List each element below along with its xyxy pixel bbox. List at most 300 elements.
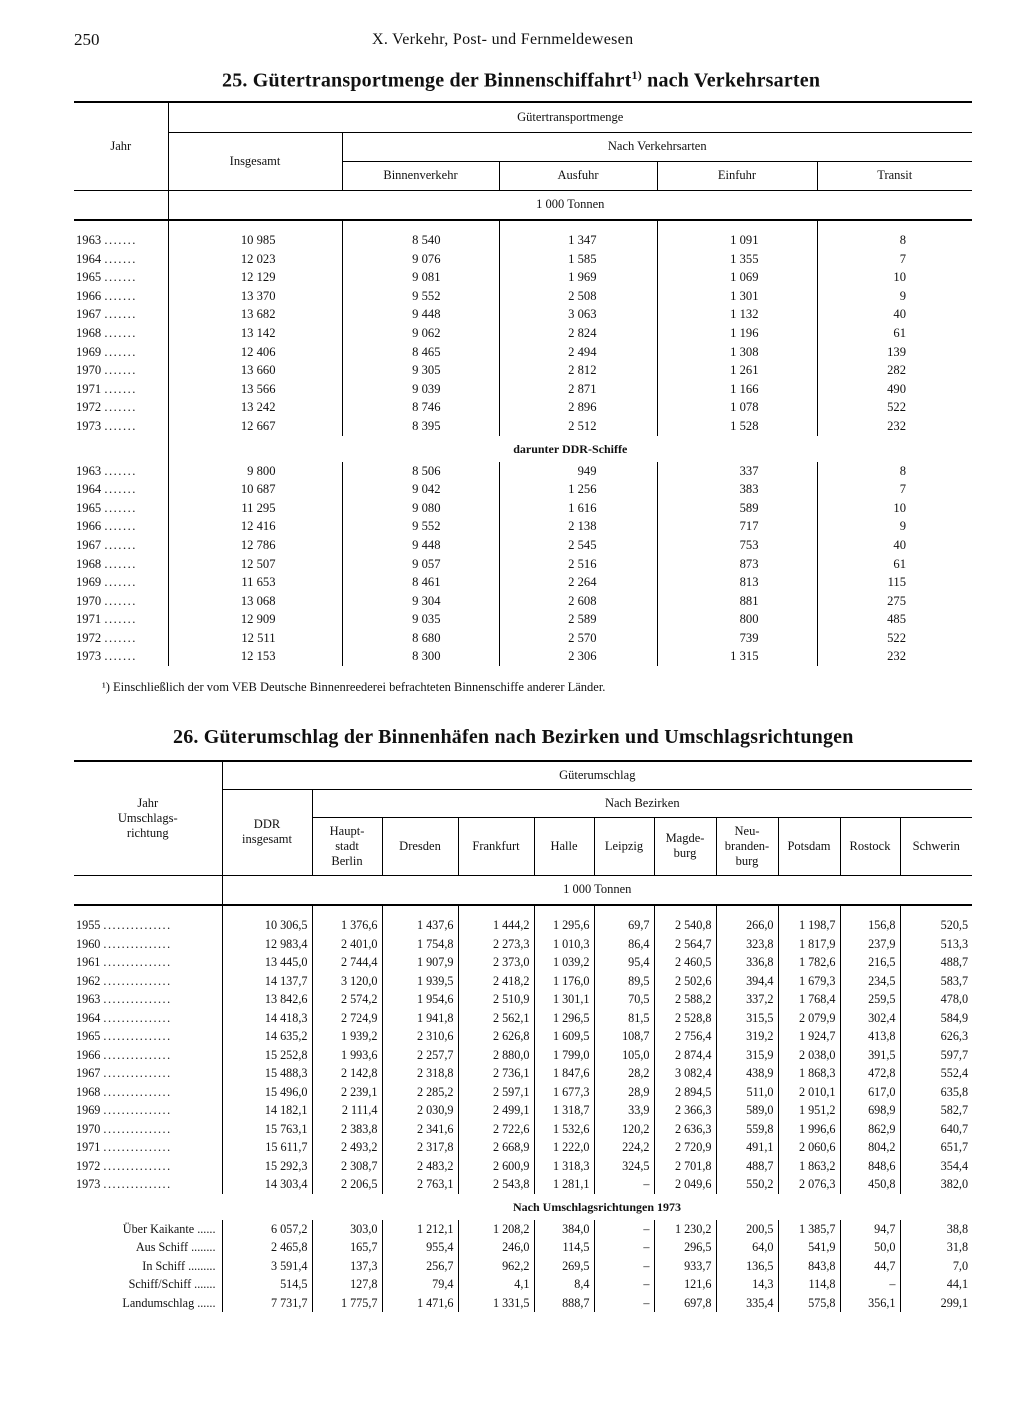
table-cell: 541,9 [778, 1238, 840, 1257]
table-cell: 383 [657, 480, 817, 499]
leader-dots: ....... [104, 537, 137, 552]
table-cell: 2 600,9 [458, 1157, 534, 1176]
table-cell: 1 296,5 [534, 1009, 594, 1028]
year-label: 1970 [76, 363, 102, 378]
subhead-ddr-schiffe: darunter DDR-Schiffe [168, 436, 972, 462]
table-row [74, 972, 972, 991]
table-cell: 520,5 [900, 916, 972, 935]
table-cell: 232 [817, 417, 972, 436]
direction-cell: Landumschlag ...... [122, 1295, 216, 1310]
table-cell: 299,1 [900, 1294, 972, 1313]
table-cell: 64,0 [716, 1238, 778, 1257]
header-magdeburg-l2: burg [673, 846, 697, 860]
table-cell: 8 465 [342, 343, 499, 362]
table-cell: 13 242 [168, 398, 342, 417]
table-cell: 8 [817, 231, 972, 250]
header-unit: 1 000 Tonnen [168, 190, 972, 220]
year-label: 1955 [76, 918, 101, 932]
year-cell [74, 250, 168, 269]
header-insgesamt: Insgesamt [168, 132, 342, 190]
table-cell: 2 871 [499, 380, 657, 399]
table-cell: 2 493,2 [312, 1138, 382, 1157]
year-cell [74, 380, 168, 399]
table-cell: 1 212,1 [382, 1220, 458, 1239]
leader-dots: ............... [103, 992, 172, 1006]
year-label: 1965 [76, 1029, 101, 1043]
table-cell: 3 591,4 [222, 1257, 312, 1276]
table-cell: 40 [817, 536, 972, 555]
table-cell: 2 543,8 [458, 1175, 534, 1194]
table-cell: 319,2 [716, 1027, 778, 1046]
table-cell: 2 516 [499, 555, 657, 574]
table-cell: 955,4 [382, 1238, 458, 1257]
table-row [74, 380, 972, 399]
header-dresden: Dresden [382, 817, 458, 875]
table-cell: 4,1 [458, 1275, 534, 1294]
footnote: ¹) Einschließlich der vom VEB Deutsche Binnenreederei befrachteten Binnenschiffe anderer Länder. [102, 680, 606, 694]
table-cell: 15 252,8 [222, 1046, 312, 1065]
table-cell: 1 318,7 [534, 1101, 594, 1120]
table-cell: 1 166 [657, 380, 817, 399]
header-berlin [312, 817, 382, 875]
header-transit: Transit [817, 161, 972, 190]
year-cell [74, 517, 168, 536]
table-cell: 296,5 [654, 1238, 716, 1257]
table-row [74, 1294, 972, 1313]
leader-dots: ............... [103, 1084, 172, 1099]
table-cell: 949 [499, 462, 657, 481]
year-cell [74, 610, 168, 629]
table-cell: 2 545 [499, 536, 657, 555]
leader-dots: ............... [103, 1010, 172, 1025]
year-label: 1969 [76, 344, 102, 359]
table-cell: 933,7 [654, 1257, 716, 1276]
table-row [74, 573, 972, 592]
year-cell [74, 1009, 222, 1028]
table-row [74, 592, 972, 611]
table26-body-years [74, 905, 972, 1194]
table-cell: 2 720,9 [654, 1138, 716, 1157]
table-cell: 522 [817, 398, 972, 417]
year-label: 1966 [76, 1047, 101, 1062]
table-cell: 2 508 [499, 287, 657, 306]
table-row [74, 1275, 972, 1294]
leader-dots: ............... [103, 1140, 172, 1154]
table-cell: 2 076,3 [778, 1175, 840, 1194]
table-cell: 10 687 [168, 480, 342, 499]
year-cell [74, 1101, 222, 1120]
table-cell: 1 817,9 [778, 935, 840, 954]
table-cell: 2 310,6 [382, 1027, 458, 1046]
year-label: 1969 [76, 1103, 101, 1117]
year-cell [74, 536, 168, 555]
year-label: 1971 [76, 612, 102, 627]
table-cell: – [594, 1257, 654, 1276]
leader-dots: ....... [104, 233, 137, 247]
table-cell: 1 528 [657, 417, 817, 436]
table-cell: 739 [657, 629, 817, 648]
table-cell: 8 680 [342, 629, 499, 648]
table-cell: 246,0 [458, 1238, 534, 1257]
year-label: 1961 [76, 955, 101, 969]
table-cell: 1 609,5 [534, 1027, 594, 1046]
table-cell: 28,9 [594, 1083, 654, 1102]
table-cell: 2 138 [499, 517, 657, 536]
table-cell: 490 [817, 380, 972, 399]
table-row [74, 324, 972, 343]
table-row [74, 1064, 972, 1083]
table-row [74, 343, 972, 362]
table-cell: 2 038,0 [778, 1046, 840, 1065]
table-cell: 575,8 [778, 1294, 840, 1313]
table-cell: 552,4 [900, 1064, 972, 1083]
table-cell: 583,7 [900, 972, 972, 991]
header-neubrandenburg-l1: Neu- [734, 823, 760, 838]
table-cell: 597,7 [900, 1046, 972, 1065]
table-cell: 394,4 [716, 972, 778, 991]
table-cell: 282 [817, 361, 972, 380]
year-cell [74, 629, 168, 648]
table-cell: 640,7 [900, 1120, 972, 1139]
leader-dots: ....... [104, 482, 137, 497]
table-cell: 582,7 [900, 1101, 972, 1120]
year-label: 1970 [76, 593, 102, 608]
table-cell: 584,9 [900, 1009, 972, 1028]
table-cell: 800 [657, 610, 817, 629]
year-cell [74, 361, 168, 380]
table-cell: 13 142 [168, 324, 342, 343]
year-cell [74, 555, 168, 574]
table-cell: 513,3 [900, 935, 972, 954]
year-label: 1973 [76, 649, 102, 664]
table-cell: 2 824 [499, 324, 657, 343]
table-cell: 488,7 [716, 1157, 778, 1176]
table-cell: 2 264 [499, 573, 657, 592]
table-cell: 1 954,6 [382, 990, 458, 1009]
year-label: 1972 [76, 1158, 101, 1173]
year-label: 1971 [76, 381, 102, 396]
header-unit: 1 000 Tonnen [222, 875, 972, 905]
table-cell: 9 081 [342, 268, 499, 287]
table-cell: 3 063 [499, 305, 657, 324]
table-cell: 2 744,4 [312, 953, 382, 972]
direction-cell: Über Kaikante ...... [122, 1221, 216, 1236]
leader-dots: ............... [103, 1066, 172, 1080]
table-cell: 2 010,1 [778, 1083, 840, 1102]
table-cell: 1 907,9 [382, 953, 458, 972]
table-cell: 1 261 [657, 361, 817, 380]
table-cell: 12 416 [168, 517, 342, 536]
table-cell: 848,6 [840, 1157, 900, 1176]
table-cell: 234,5 [840, 972, 900, 991]
table-cell: 86,4 [594, 935, 654, 954]
header-ausfuhr: Ausfuhr [499, 161, 657, 190]
header-jahr-richtung [74, 761, 222, 875]
year-label: 1973 [76, 1177, 101, 1191]
table-cell: 697,8 [654, 1294, 716, 1313]
table-cell: 8 300 [342, 647, 499, 666]
table-cell: 2 030,9 [382, 1101, 458, 1120]
table-cell: 2 341,6 [382, 1120, 458, 1139]
leader-dots: ....... [104, 500, 137, 515]
leader-dots: ....... [104, 325, 137, 340]
year-cell [74, 953, 222, 972]
table-cell: 15 611,7 [222, 1138, 312, 1157]
table-cell: 1 471,6 [382, 1294, 458, 1313]
table-cell: 12 667 [168, 417, 342, 436]
table-cell: 10 [817, 268, 972, 287]
table-cell: 450,8 [840, 1175, 900, 1194]
year-cell [74, 343, 168, 362]
table-row [74, 1120, 972, 1139]
table-cell: 1 996,6 [778, 1120, 840, 1139]
table-row [74, 536, 972, 555]
table-cell: – [594, 1220, 654, 1239]
table-cell: 9 552 [342, 287, 499, 306]
table-cell: 2 512 [499, 417, 657, 436]
table-cell: 137,3 [312, 1257, 382, 1276]
table-cell: 12 786 [168, 536, 342, 555]
year-label: 1968 [76, 325, 102, 340]
table-cell: 1 437,6 [382, 916, 458, 935]
year-cell [74, 990, 222, 1009]
header-jahr: Jahr [74, 102, 168, 190]
table-cell: 651,7 [900, 1138, 972, 1157]
table-cell: – [594, 1175, 654, 1194]
page-number: 250 [74, 30, 100, 49]
table-cell: 635,8 [900, 1083, 972, 1102]
table-cell: 266,0 [716, 916, 778, 935]
table-cell: 7 [817, 250, 972, 269]
table-cell: 14 182,1 [222, 1101, 312, 1120]
year-cell [74, 1120, 222, 1139]
table-cell: 1 355 [657, 250, 817, 269]
table-cell: 2 502,6 [654, 972, 716, 991]
year-cell [74, 1064, 222, 1083]
table-cell: 9 448 [342, 305, 499, 324]
table-cell: 2 285,2 [382, 1083, 458, 1102]
table-row [74, 398, 972, 417]
year-cell [74, 935, 222, 954]
year-cell [74, 1083, 222, 1102]
leader-dots: ....... [104, 344, 137, 359]
table-row [74, 1046, 972, 1065]
year-cell [74, 268, 168, 287]
table-cell: 14,3 [716, 1275, 778, 1294]
table-cell: 9 076 [342, 250, 499, 269]
header-berlin-l3: Berlin [331, 853, 363, 868]
table-cell: 15 292,3 [222, 1157, 312, 1176]
year-label: 1963 [76, 233, 102, 247]
table-cell: 2 499,1 [458, 1101, 534, 1120]
year-cell [74, 916, 222, 935]
table-cell: 81,5 [594, 1009, 654, 1028]
direction-cell: Schiff/Schiff ....... [128, 1277, 216, 1291]
table-row [74, 417, 972, 436]
leader-dots: ....... [104, 307, 137, 322]
table-cell: 2 874,4 [654, 1046, 716, 1065]
table-cell: 2 701,8 [654, 1157, 716, 1176]
header-ddr-insgesamt [222, 789, 312, 875]
table-cell: 94,7 [840, 1220, 900, 1239]
table-cell: 843,8 [778, 1257, 840, 1276]
table-cell: 1 010,3 [534, 935, 594, 954]
table-cell: 3 082,4 [654, 1064, 716, 1083]
leader-dots: ....... [104, 575, 137, 590]
table-cell: 28,2 [594, 1064, 654, 1083]
table-cell: 15 763,1 [222, 1120, 312, 1139]
table-cell: 15 488,3 [222, 1064, 312, 1083]
header-schwerin: Schwerin [900, 817, 972, 875]
table-row [74, 517, 972, 536]
table-cell: 44,7 [840, 1257, 900, 1276]
table-cell: 1 295,6 [534, 916, 594, 935]
table-cell: 2 111,4 [312, 1101, 382, 1120]
table-cell: 95,4 [594, 953, 654, 972]
table-cell: 13 682 [168, 305, 342, 324]
table-cell: 1 768,4 [778, 990, 840, 1009]
leader-dots: ....... [104, 630, 137, 645]
table25 [74, 101, 972, 666]
year-cell [74, 462, 168, 481]
header-potsdam: Potsdam [778, 817, 840, 875]
table-row [74, 1220, 972, 1239]
table-cell: 2 626,8 [458, 1027, 534, 1046]
table25-title-main: 25. Gütertransportmenge der Binnenschiffahrt [222, 69, 632, 92]
year-label: 1972 [76, 630, 102, 645]
table-cell: 626,3 [900, 1027, 972, 1046]
header-gueterumschlag: Güterumschlag [222, 761, 972, 789]
table-cell: 13 068 [168, 592, 342, 611]
table-cell: 12 909 [168, 610, 342, 629]
header-berlin-l1: Haupt- [329, 823, 365, 838]
year-label: 1964 [76, 482, 102, 497]
year-cell [74, 1046, 222, 1065]
table-cell: 89,5 [594, 972, 654, 991]
table-cell: 2 460,5 [654, 953, 716, 972]
header-ddr-l2: insgesamt [242, 832, 292, 846]
table-row [74, 990, 972, 1009]
table-cell: 384,0 [534, 1220, 594, 1239]
table-row [74, 1027, 972, 1046]
table-cell: 115 [817, 573, 972, 592]
table-cell: 200,5 [716, 1220, 778, 1239]
table-cell: 2 588,2 [654, 990, 716, 1009]
year-label: 1960 [76, 936, 101, 951]
table-cell: 2 763,1 [382, 1175, 458, 1194]
table-cell: 13 660 [168, 361, 342, 380]
year-cell [74, 972, 222, 991]
header-jahr-l1: Jahr [137, 795, 159, 810]
table-cell: 1 775,7 [312, 1294, 382, 1313]
table-cell: 8 [817, 462, 972, 481]
table-cell: 324,5 [594, 1157, 654, 1176]
table-cell: 224,2 [594, 1138, 654, 1157]
table-cell: 1 301 [657, 287, 817, 306]
table-cell: 50,0 [840, 1238, 900, 1257]
header-frankfurt: Frankfurt [458, 817, 534, 875]
table-cell: 2 812 [499, 361, 657, 380]
table-cell: 2 756,4 [654, 1027, 716, 1046]
table-cell: 38,8 [900, 1220, 972, 1239]
table-cell: 12 023 [168, 250, 342, 269]
table-cell: 7 731,7 [222, 1294, 312, 1313]
header-neubrandenburg-l2: branden- [724, 838, 770, 853]
table-cell: 259,5 [840, 990, 900, 1009]
table-cell: 7 [817, 480, 972, 499]
table-cell: 2 257,7 [382, 1046, 458, 1065]
table25-body-ddr [74, 462, 972, 667]
table-cell: 2 049,6 [654, 1175, 716, 1194]
table-cell: 302,4 [840, 1009, 900, 1028]
table-cell: 2 528,8 [654, 1009, 716, 1028]
table-cell: 1 132 [657, 305, 817, 324]
leader-dots: ....... [104, 270, 137, 285]
table26-title: 26. Güterumschlag der Binnenhäfen nach Bezirken und Umschlagsrichtungen [173, 726, 854, 748]
subhead-umschlagsrichtungen: Nach Umschlagsrichtungen 1973 [513, 1199, 682, 1214]
table-cell: 8 506 [342, 462, 499, 481]
table-cell: 2 562,1 [458, 1009, 534, 1028]
table-cell: 69,7 [594, 916, 654, 935]
table-row [74, 1101, 972, 1120]
table-cell: 12 406 [168, 343, 342, 362]
table-cell: 1 532,6 [534, 1120, 594, 1139]
table-cell: – [840, 1275, 900, 1294]
leader-dots: ............... [103, 936, 172, 951]
table-row [74, 268, 972, 287]
table25-title [222, 68, 820, 93]
year-cell [74, 287, 168, 306]
year-label: 1967 [76, 537, 102, 552]
year-label: 1962 [76, 973, 101, 988]
table-cell: 1 078 [657, 398, 817, 417]
table-row [74, 953, 972, 972]
table-cell: 1 679,3 [778, 972, 840, 991]
table-cell: 2 060,6 [778, 1138, 840, 1157]
table-cell: 8,4 [534, 1275, 594, 1294]
year-cell [74, 592, 168, 611]
year-label: 1964 [76, 1010, 101, 1025]
table-cell: 1 585 [499, 250, 657, 269]
header-halle: Halle [534, 817, 594, 875]
table-cell: 472,8 [840, 1064, 900, 1083]
table-cell: 1 318,3 [534, 1157, 594, 1176]
table-cell: 1 198,7 [778, 916, 840, 935]
table-row [74, 250, 972, 269]
leader-dots: ....... [104, 363, 137, 378]
table-cell: 70,5 [594, 990, 654, 1009]
table-cell: 1 993,6 [312, 1046, 382, 1065]
table-cell: 2 896 [499, 398, 657, 417]
header-jahr-l2: Umschlags- [117, 810, 178, 825]
table-cell: 105,0 [594, 1046, 654, 1065]
leader-dots: ....... [104, 400, 137, 415]
table-cell: 337,2 [716, 990, 778, 1009]
header-einfuhr: Einfuhr [657, 161, 817, 190]
table-cell: 315,5 [716, 1009, 778, 1028]
table-cell: 2 318,8 [382, 1064, 458, 1083]
table-cell: 3 120,0 [312, 972, 382, 991]
table-cell: 2 880,0 [458, 1046, 534, 1065]
header-binnenverkehr: Binnenverkehr [342, 161, 499, 190]
table-row [74, 1238, 972, 1257]
table-cell: 1 939,5 [382, 972, 458, 991]
table-cell: 522 [817, 629, 972, 648]
table-row [74, 610, 972, 629]
table-cell: 136,5 [716, 1257, 778, 1276]
leader-dots: ....... [104, 288, 137, 303]
table-cell: 2 636,3 [654, 1120, 716, 1139]
